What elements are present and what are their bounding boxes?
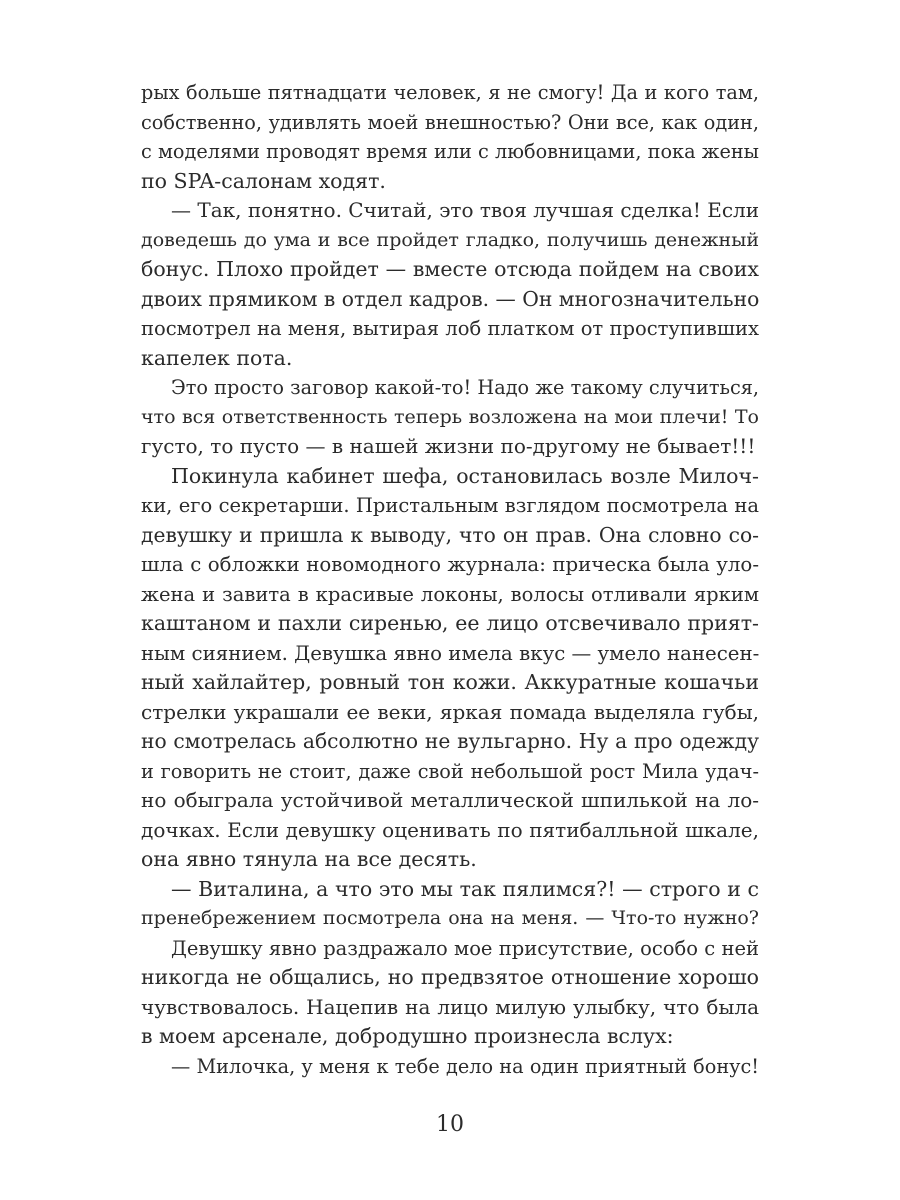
text-line: она явно тянула на все десять. (141, 847, 477, 871)
text-line: в моем арсенале, добродушно произнесла вслух: (141, 1024, 674, 1048)
text-line: ный хайлайтер, ровный тон кожи. Аккуратные кошачьи (141, 670, 759, 694)
text-line: каштаном и пахли сиренью, ее лицо отсвечивало прият- (141, 611, 759, 635)
text-line: девушку и пришла к выводу, что он прав. Она словно со- (141, 522, 759, 547)
text-line: никогда не общались, но предвзятое отношение хорошо (141, 965, 759, 989)
text-line: и говорить не стоит, даже свой небольшой рост Мила удач- (141, 759, 759, 783)
text-line: шла с обложки новомодного журнала: прическа была уло- (141, 553, 759, 576)
text-line: но смотрелась абсолютно не вульгарно. Ну а про одежду (141, 729, 759, 753)
text-line: ным сиянием. Девушка явно имела вкус — умело нанесен- (141, 641, 759, 665)
text-line: но обыграла устойчивой металлической шпилькой на ло- (141, 788, 759, 812)
text-line: ки, его секретарши. Пристальным взглядом посмотрела на (141, 494, 759, 517)
body-text (141, 78, 759, 1081)
text-line: по SPA-салонам ходят. (141, 168, 386, 193)
text-line: бонус. Плохо пройдет — вместе отсюда пойдем на своих (141, 257, 759, 281)
text-line: жена и завита в красивые локоны, волосы отливали ярким (141, 582, 759, 606)
text-line: дочках. Если девушку оценивать по пятибалльной шкале, (141, 817, 759, 842)
text-line: — Так, понятно. Считай, это твоя лучшая сделка! Если (171, 198, 759, 222)
text-line: Покинула кабинет шефа, остановилась возле Милоч- (171, 463, 759, 488)
text-line: посмотрел на меня, вытирая лоб платком от проступивших (141, 317, 759, 340)
text-line: Это просто заговор какой-то! Надо же такому случиться, (171, 376, 759, 399)
text-line: — Виталина, а что это мы так пялимся?! — строго и с (171, 876, 759, 901)
page-number: 10 (436, 1112, 464, 1137)
text-line: собственно, удивлять моей внешностью? Они все, как один, (141, 110, 759, 134)
text-line: чувствовалось. Нацепив на лицо милую улыбку, что была (141, 994, 759, 1019)
text-line: стрелки украшали ее веки, яркая помада выделяла губы, (141, 699, 759, 724)
text-line: двоих прямиком в отдел кадров. — Он многозначительно (141, 286, 759, 311)
text-line: — Милочка, у меня к тебе дело на один приятный бонус! (171, 1054, 759, 1078)
text-line: густо, то пусто — в нашей жизни по-другому не бывает!!! (141, 434, 756, 458)
text-line: с моделями проводят время или с любовницами, пока жены (141, 140, 759, 163)
text-line: Девушку явно раздражало мое присутствие, особо с ней (171, 936, 759, 960)
text-line: пренебрежением посмотрела она на меня. — Что-то нужно? (141, 907, 759, 929)
text-line: капелек пота. (141, 345, 293, 370)
text-line: рых больше пятнадцати человек, я не смогу! Да и кого там, (141, 81, 759, 104)
text-line: доведешь до ума и все пройдет гладко, получишь денежный (141, 228, 759, 251)
text-line: что вся ответственность теперь возложена на мои плечи! То (141, 405, 759, 428)
